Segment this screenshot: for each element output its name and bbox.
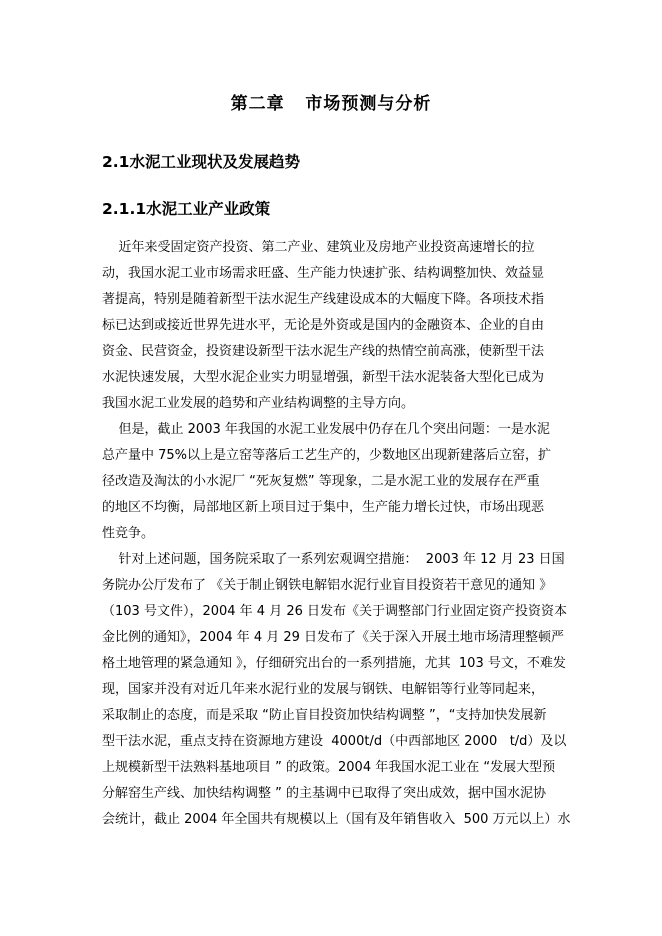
body-line: （103 号文件），2004 年 4 月 26 日发布《关于调整部门行业固定资产投资资本 — [102, 604, 568, 619]
body-line: 的地区不均衡，局部地区新上项目过于集中，生产能力增长过快，市场出现恶 — [102, 500, 545, 515]
body-line: 资金、民营资金，投资建设新型干法水泥生产线的热情空前高涨，使新型干法 — [102, 344, 545, 359]
body-line: 上规模新型干法熟料基地项目 ” 的政策。2004 年我国水泥工业在 “发展大型预 — [102, 760, 556, 775]
section-heading: 2.1水泥工业现状及发展趋势 — [102, 153, 300, 171]
subsection-heading: 2.1.1水泥工业产业政策 — [102, 200, 271, 218]
body-line: 动，我国水泥工业市场需求旺盛、生产能力快速扩张、结构调整加快、效益显 — [102, 266, 545, 281]
body-line: 我国水泥工业发展的趋势和产业结构调整的主导方向。 — [102, 396, 415, 411]
body-line: 标已达到或接近世界先进水平，无论是外资或是国内的金融资本、企业的自由 — [102, 318, 545, 333]
body-line: 总产量中 75%以上是立窑等落后工艺生产的，少数地区出现新建落后立窑，扩 — [102, 448, 552, 463]
body-line: 采取制止的态度，而是采取 “防止盲目投资加快结构调整 ”，“支持加快发展新 — [102, 708, 547, 723]
chapter-title: 第二章 市场预测与分析 — [230, 94, 432, 114]
body-line: 金比例的通知》，2004 年 4 月 29 日发布了《关于深入开展土地市场清理整顿严 — [102, 630, 565, 645]
body-line: 近年来受固定资产投资、第二产业、建筑业及房地产业投资高速增长的拉 — [102, 240, 535, 255]
body-line: 性竞争。 — [102, 526, 155, 541]
body-line: 格土地管理的紧急通知 》，仔细研究出台的一系列措施，尤其 103 号文，不难发 — [102, 656, 566, 671]
body-line: 务院办公厅发布了 《关于制止钢铁电解铝水泥行业盲目投资若干意见的通知 》 — [102, 578, 553, 593]
body-line: 现，国家并没有对近几年来水泥行业的发展与钢铁、电解铝等行业等同起来， — [102, 682, 545, 697]
body-line: 但是，截止 2003 年我国的水泥工业发展中仍存在几个突出问题：一是水泥 — [102, 422, 550, 437]
body-line: 针对上述问题，国务院采取了一系列宏观调空措施： 2003 年 12 月 23 日国 — [102, 552, 565, 567]
body-line: 型干法水泥，重点支持在资源地方建设 4000t/d（中西部地区 2000 t/d）及以 — [102, 734, 567, 749]
body-line: 会统计，截止 2004 年全国共有规模以上（国有及年销售收入 500 万元以上）水 — [102, 812, 571, 827]
body-line: 著提高，特别是随着新型干法水泥生产线建设成本的大幅度下降。各项技术指 — [102, 292, 545, 307]
body-line: 水泥快速发展，大型水泥企业实力明显增强，新型干法水泥装备大型化已成为 — [102, 370, 545, 385]
body-line: 径改造及淘汰的小水泥厂 “死灰复燃” 等现象，二是水泥工业的发展存在严重 — [102, 474, 540, 489]
body-line: 分解窑生产线、加快结构调整 ” 的主基调中已取得了突出成效，据中国水泥协 — [102, 786, 546, 801]
